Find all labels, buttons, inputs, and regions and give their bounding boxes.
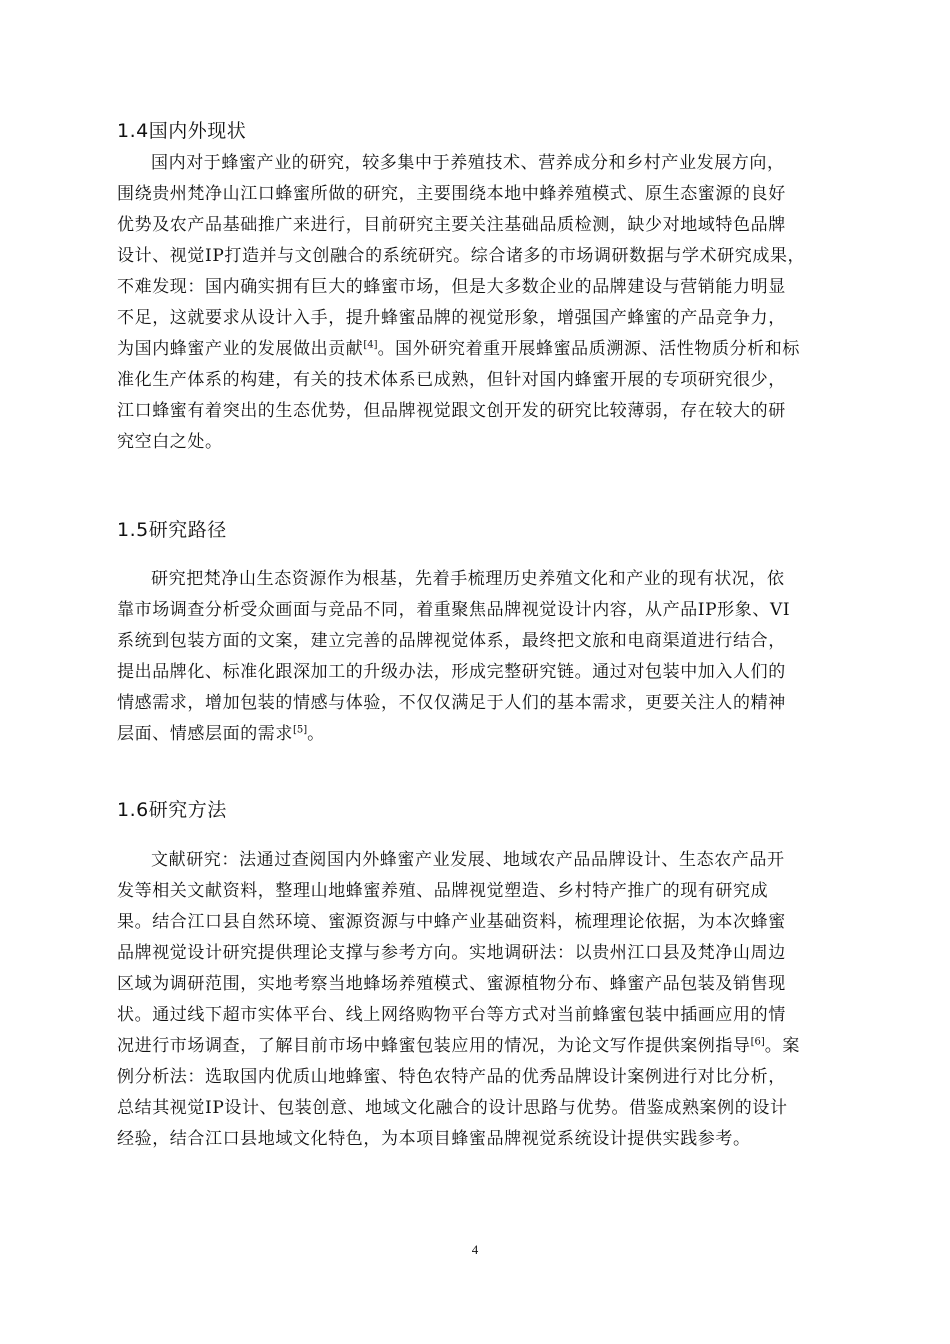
paragraph-line: 果。结合江口县自然环境、蜜源资源与中蜂产业基础资料，梳理理论依据，为本次蜂蜜 bbox=[117, 912, 786, 932]
paragraph-line: 品牌视觉设计研究提供理论支撑与参考方向。实地调研法：以贵州江口县及梵净山周边 bbox=[117, 943, 786, 963]
line-text: 况进行市场调查，了解目前市场中蜂蜜包装应用的情况，为论文写作提供案例指导 bbox=[117, 1036, 751, 1056]
paragraph-line: 围绕贵州梵净山江口蜂蜜所做的研究，主要围绕本地中蜂养殖模式、原生态蜜源的良好 bbox=[117, 184, 786, 204]
paragraph-line: 总结其视觉IP设计、包装创意、地域文化融合的设计思路与优势。借鉴成熟案例的设计 bbox=[117, 1098, 788, 1118]
paragraph-line: 经验，结合江口县地域文化特色，为本项目蜂蜜品牌视觉系统设计提供实践参考。 bbox=[117, 1129, 751, 1149]
line-text-tail: 。案 bbox=[764, 1036, 800, 1056]
paragraph-line-with-citation bbox=[117, 719, 862, 750]
paragraph-line: 江口蜂蜜有着突出的生态优势，但品牌视觉跟文创开发的研究比较薄弱，存在较大的研 bbox=[117, 401, 786, 421]
paragraph-line: 区域为调研范围，实地考察当地蜂场养殖模式、蜜源植物分布、蜂蜜产品包装及销售现 bbox=[117, 974, 786, 994]
page-number: 4 bbox=[471, 1242, 479, 1257]
paragraph-line: 设计、视觉IP打造并与文创融合的系统研究。综合诸多的市场调研数据与学术研究成果， bbox=[117, 246, 806, 266]
line-text: 为国内蜂蜜产业的发展做出贡献 bbox=[117, 339, 364, 359]
line-text-tail: 。 bbox=[307, 724, 325, 744]
paragraph-research-path bbox=[117, 564, 862, 750]
paragraph-domestic-foreign-status bbox=[117, 148, 862, 458]
paragraph-line: 研究把梵净山生态资源作为根基，先着手梳理历史养殖文化和产业的现有状况，依 bbox=[151, 569, 785, 589]
citation-ref[interactable]: [5] bbox=[293, 724, 308, 736]
paragraph-line: 优势及农产品基础推广来进行，目前研究主要关注基础品质检测，缺少对地域特色品牌 bbox=[117, 215, 786, 235]
paragraph-line: 不足，这就要求从设计入手，提升蜂蜜品牌的视觉形象，增强国产蜂蜜的产品竞争力， bbox=[117, 308, 786, 328]
citation-ref[interactable]: [6] bbox=[750, 1036, 765, 1048]
paragraph-line: 情感需求，增加包装的情感与体验，不仅仅满足于人们的基本需求，更要关注人的精神 bbox=[117, 693, 786, 713]
section-heading-1-4: 1.4国内外现状 bbox=[117, 120, 247, 142]
paragraph-line: 提出品牌化、标准化跟深加工的升级办法，形成完整研究链。通过对包装中加入人们的 bbox=[117, 662, 786, 682]
section-heading-1-6: 1.6研究方法 bbox=[117, 799, 227, 821]
paragraph-line: 靠市场调查分析受众画面与竞品不同，着重聚焦品牌视觉设计内容，从产品IP形象、VI bbox=[117, 600, 791, 620]
citation-ref[interactable]: [4] bbox=[363, 339, 378, 351]
paragraph-line: 究空白之处。 bbox=[117, 432, 223, 452]
paragraph-line-with-citation bbox=[117, 334, 862, 365]
paragraph-line: 国内对于蜂蜜产业的研究，较多集中于养殖技术、营养成分和乡村产业发展方向， bbox=[151, 153, 785, 173]
paragraph-line-with-citation bbox=[117, 1031, 862, 1062]
paragraph-research-methods bbox=[117, 845, 862, 1155]
paragraph-line: 不难发现：国内确实拥有巨大的蜂蜜市场，但是大多数企业的品牌建设与营销能力明显 bbox=[117, 277, 786, 297]
line-text: 层面、情感层面的需求 bbox=[117, 724, 293, 744]
line-text-tail: 。国外研究着重开展蜂蜜品质溯源、活性物质分析和标 bbox=[377, 339, 800, 359]
paragraph-line: 系统到包装方面的文案，建立完善的品牌视觉体系，最终把文旅和电商渠道进行结合， bbox=[117, 631, 786, 651]
paragraph-line: 文献研究：法通过查阅国内外蜂蜜产业发展、地域农产品品牌设计、生态农产品开 bbox=[151, 850, 785, 870]
paragraph-line: 发等相关文献资料，整理山地蜂蜜养殖、品牌视觉塑造、乡村特产推广的现有研究成 bbox=[117, 881, 769, 901]
section-heading-1-5: 1.5研究路径 bbox=[117, 519, 227, 541]
paragraph-line: 准化生产体系的构建，有关的技术体系已成熟，但针对国内蜂蜜开展的专项研究很少， bbox=[117, 370, 786, 390]
paragraph-line: 例分析法：选取国内优质山地蜂蜜、特色农特产品的优秀品牌设计案例进行对比分析， bbox=[117, 1067, 786, 1087]
paragraph-line: 状。通过线下超市实体平台、线上网络购物平台等方式对当前蜂蜜包装中插画应用的情 bbox=[117, 1005, 786, 1025]
